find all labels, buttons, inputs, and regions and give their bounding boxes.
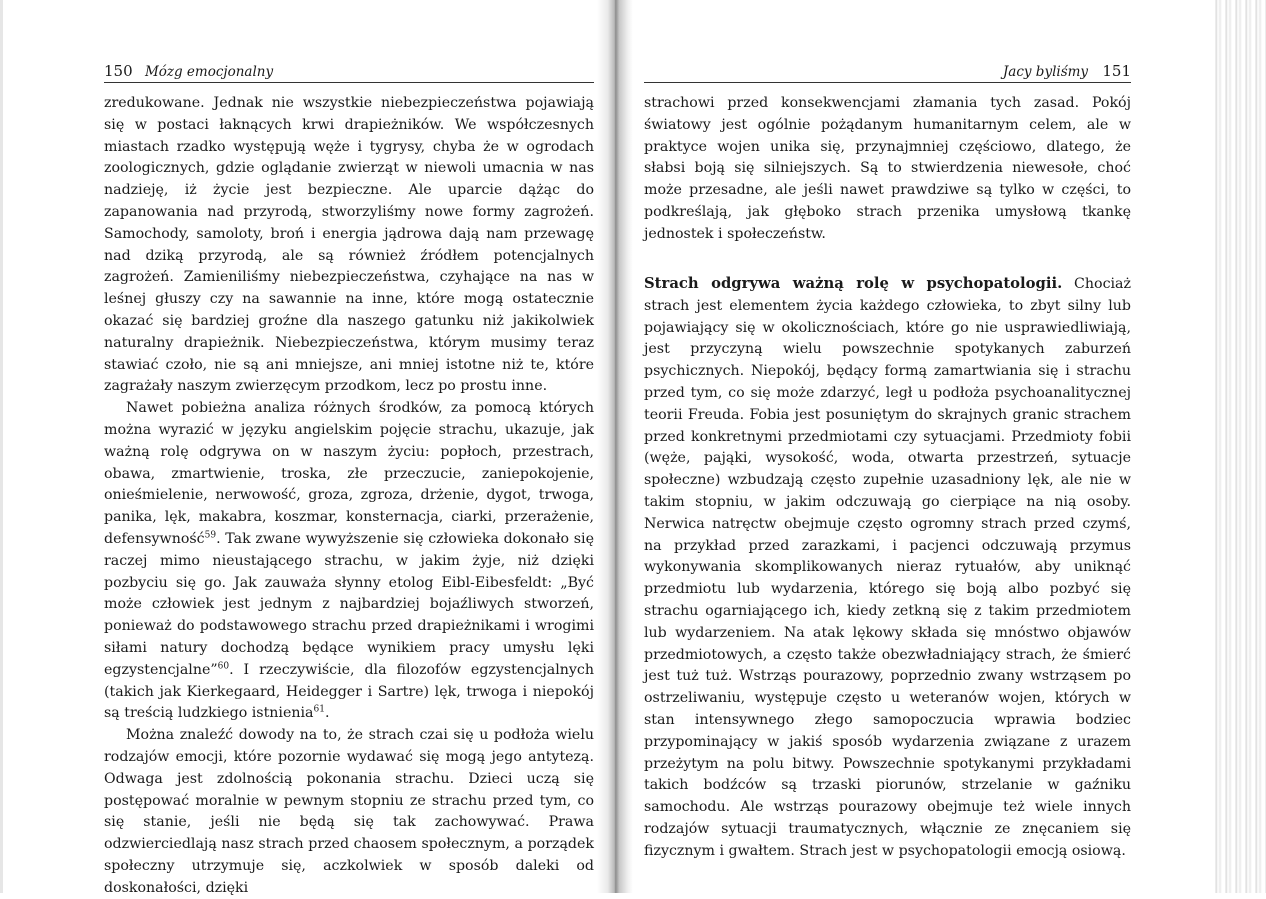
right-page-section	[644, 273, 1131, 863]
text-run: Można znaleźć dowody na to, że strach czai się u podłoża wielu rodzajów emocji, które pozornie wydawać się mogą jego antytezą. Odwaga jest zdolnością pokonania strachu. Dzieci uczą się postępować moralnie w pewnym stopniu ze strachu przed tym, co się stanie, jeśli nie będą się tak zachowywać. Prawa odzwierciedlają nasz strach przed chaosem społecznym, a porządek społeczny utrzymuje się, aczkolwiek w sposób daleki od doskonałości, dzięki	[104, 727, 594, 896]
text-run: . Tak zwane wywyższenie się człowieka dokonało się raczej mimo nieustającego strachu, w jakim żyje, niż dzięki pozbyciu się go. Jak zauważa słynny etolog Eibl-Eibesfeldt: „Być może człowiek jest jednym z najbardziej bojaźliwych stworzeń, ponieważ do podstawowego strachu przed drapieżnikami i wrogimi siłami natury dochodzą będące wynikiem pracy umysłu lęki egzystencjalne”	[104, 530, 594, 678]
text-run: zredukowane. Jednak nie wszystkie niebezpieczeństwa pojawiają się w postaci łaknących krwi drapieżników. We współczesnych miastach rzadko występują węże i tygrysy, chyba że w ogrodach zoologicznych, gdzie oglądanie zwierząt w niewoli umacnia w nas nadzieję, iż życie jest bezpieczne. Ale uparcie dążąc do zapanowania nad przyrodą, stworzyliśmy nowe formy zagrożeń. Samochody, samoloty, broń i energia jądrowa dają nam przewagę nad dziką przyrodą, ale są również źródłem potencjalnych zagrożeń. Zamieniliśmy niebezpieczeństwa, czyhające na nas w leśnej głuszy czy na sawannie na inne, które mogą ostatecznie okazać się bardziej groźne dla naszego gatunku niż jakikolwiek naturalny drapieżnik. Niebezpieczeństwa, którym musimy teraz stawiać czoło, nie są ani mniejsze, ani mniej istotne niż te, które zagrażały naszym zwierzęcym przodkom, lecz po prostu inne.	[104, 95, 594, 395]
book-gutter	[597, 0, 633, 893]
right-page-continuation	[644, 93, 1131, 246]
section-heading: Strach odgrywa ważną rolę w psychopatologii.	[644, 275, 1063, 292]
left-page-number: 150	[104, 62, 133, 80]
footnote-marker: 60	[217, 660, 230, 671]
paragraph	[104, 398, 594, 725]
paragraph: strachowi przed konsekwencjami złamania tych zasad. Pokój światowy jest ogólnie pożądanym humanitarnym celem, ale w praktyce wojen unika się, przynajmniej częściowo, dlatego, że słabsi boją się silniejszych. Są to stwierdzenia niewesołe, choć może przesadne, ale jeśli nawet prawdziwe są tylko w części, to podkreślają, jak głęboko strach przenika umysłową tkankę jednostek i społeczeństw.	[644, 95, 1131, 242]
page-stack-edge	[1212, 0, 1266, 893]
right-page-header	[644, 62, 1131, 83]
page-left-edge	[0, 0, 3, 893]
paragraph	[104, 93, 594, 398]
text-run: .	[324, 705, 330, 722]
section-text: Chociaż strach jest elementem życia każdego człowieka, to zbyt silny lub pojawiający się w okolicznościach, które go nie usprawiedliwiają, jest przyczyną wielu powszechnie spotykanych zaburzeń psychicznych. Niepokój, będący formą zamartwiania się i strachu przed tym, co się może zdarzyć, legł u podłoża psychoanalitycznej teorii Freuda. Fobia jest posuniętym do skrajnych granic strachem przed konkretnymi przedmiotami czy sytuacjami. Przedmioty fobii (węże, pająki, wysokość, woda, otwarta przestrzeń, sytuacje społeczne) wzbudzają często zupełnie uzasadniony lęk, ale nie w takim stopniu, w jakim odczuwają go cierpiące na nią osoby. Nerwica natręctw obejmuje często ogromny strach przed czymś, na przykład przed zarazkami, i pacjenci odczuwają przymus wykonywania skomplikowanych nieraz rytuałów, aby uniknąć przedmiotu lub wydarzenia, którego się boją albo pozbyć się strachu ogarniającego ich, kiedy zetkną się z takim przedmiotem lub wydarzeniem. Na atak lękowy składa się mnóstwo objawów przedmiotowych, a często także obezwładniający strach, że śmierć jest tuż tuż. Wstrząs pourazowy, poprzednio zwany wstrząsem po ostrzeliwaniu, występuje często u weteranów wojen, których w stan intensywnego złego samopoczucia wprawia bodziec przypominający w jakiś sposób wydarzenia związane z urazem przeżytym na polu bitwy. Powszechnie spotykanymi przykładami takich bodźców są trzaski piorunów, strzelanie w gaźniku samochodu. Ale wstrząs pourazowy obejmuje też wiele innych rodzajów sytuacji traumatycznych, włącznie ze znęcaniem się fizycznym i gwałtem. Strach jest w psychopatologii emocją osiową.	[644, 276, 1131, 859]
text-run: . I rzeczywiście, dla filozofów egzystencjalnych (takich jak Kierkegaard, Heidegger i Sartre) lęk, trwoga i niepokój są treścią ludzkiego istnienia	[104, 661, 594, 722]
text-run: Nawet pobieżna analiza różnych środków, za pomocą których można wyrazić w języku angielskim pojęcie strachu, ukazuje, jak ważną rolę odgrywa on w naszym życiu: popłoch, przestrach, obawa, zmartwienie, troska, złe przeczucie, zaniepokojenie, onieśmielenie, nerwowość, groza, zgroza, drżenie, dygot, trwoga, panika, lęk, makabra, koszmar, konsternacja, ciarki, przerażenie, defensywność	[104, 400, 594, 547]
footnote-marker: 61	[313, 704, 325, 715]
right-page-number: 151	[1102, 62, 1131, 80]
left-page-body	[104, 93, 594, 899]
right-running-title: Jacy byliśmy	[1002, 64, 1089, 80]
left-running-title: Mózg emocjonalny	[144, 64, 274, 80]
footnote-marker: 59	[204, 530, 217, 541]
paragraph	[104, 725, 594, 899]
left-page-header	[104, 62, 594, 83]
